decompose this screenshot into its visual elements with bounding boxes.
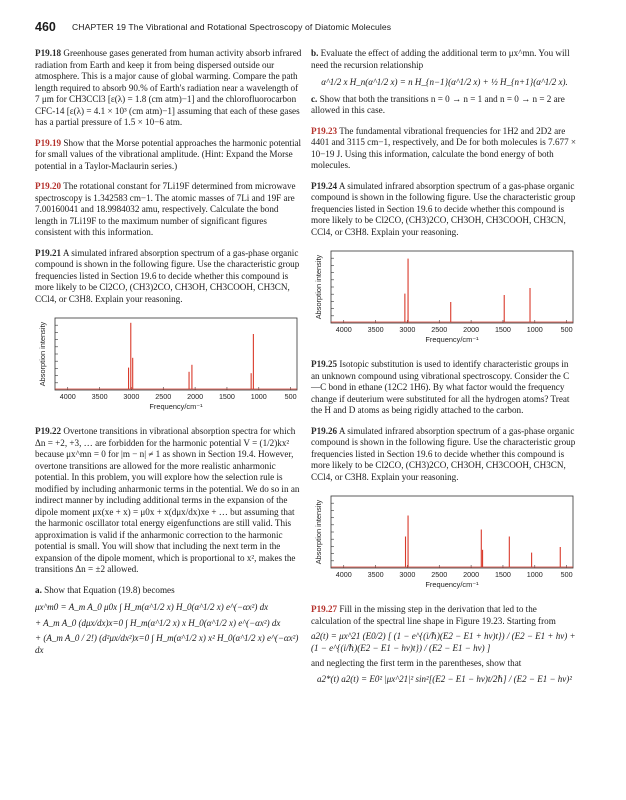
- problem-p19-25: [311, 359, 578, 417]
- page-number: 460: [35, 20, 56, 34]
- part-text: Show that both the transitions n = 0 → n = 1 and n = 0 → n = 2 are allowed in this case.: [311, 93, 565, 115]
- problem-number: P19.23: [311, 125, 338, 136]
- x-tick-label: 500: [284, 392, 297, 401]
- x-tick-label: 2000: [463, 325, 480, 334]
- problem-number: P19.18: [35, 48, 62, 58]
- part-label: c.: [311, 93, 318, 104]
- problem-number: P19.26: [311, 425, 338, 436]
- x-tick-label: 1000: [526, 570, 543, 579]
- x-tick-label: 3000: [399, 570, 416, 579]
- x-tick-label: 3500: [91, 392, 108, 401]
- problem-p19-21: [35, 248, 302, 306]
- problem-text: Show that the Morse potential approaches the harmonic potential for small values of the vibrational amplitude. (Hint: Expand the Morse potential in a Taylor-Maclaurin series.): [35, 137, 302, 171]
- y-axis-label: Absorption intensity: [314, 254, 323, 320]
- paragraph-text: and neglecting the first term in the parentheses, show that: [311, 658, 522, 668]
- problem-number: P19.20: [35, 181, 62, 191]
- problem-text: The rotational constant for 7Li19F determined from microwave spectroscopy is 1.342583 cm−1. The atomic masses of 7Li and 19F are 7.00160041 and 18.9984032 amu, respectively. Calculate the bond length in 7Li19F to the maximum number of significant figures consistent with this information.: [35, 181, 296, 237]
- problem-number: P19.24: [311, 180, 338, 191]
- right-column: [311, 48, 578, 690]
- problem-p19-27: [311, 604, 578, 627]
- problem-text: A simulated infrared absorption spectrum of a gas-phase organic compound is shown in the following figure. Use the characteristic group frequencies listed in Section 19.6 to decide whether this compound is more likely to be Cl2CO, (CH3)2CO, CH3OH, CH3COOH, CH3CN, CCl4, or C3H8. Explain your reasoning.: [35, 247, 300, 304]
- x-tick-label: 3000: [123, 392, 140, 401]
- spectrum-chart: [35, 314, 302, 418]
- problem-number: P19.21: [35, 247, 62, 258]
- problem-p19-22: [35, 426, 302, 576]
- problem-p19-18: [35, 48, 302, 129]
- spectrum-chart: [311, 492, 578, 596]
- part-b: [311, 48, 578, 71]
- chapter-title: CHAPTER 19 The Vibrational and Rotational Spectroscopy of Diatomic Molecules: [72, 22, 392, 32]
- x-tick-label: 4000: [335, 325, 352, 334]
- x-tick-label: 1500: [494, 325, 511, 334]
- problem-number: P19.27: [311, 604, 338, 614]
- spectrum-figure-p21: [35, 314, 302, 418]
- x-tick-label: 4000: [59, 392, 76, 401]
- problem-text: A simulated infrared absorption spectrum of a gas-phase organic compound is shown in the following figure. Use the characteristic group frequencies listed in Section 19.6 to decide whether this compound is more likely to be Cl2CO, (CH3)2CO, CH3OH, CH3COOH, CH3CN, CCl4, or C3H8. Explain your reasoning.: [311, 425, 576, 482]
- problem-text: Overtone transitions in vibrational absorption spectra for which Δn = +2, +3, … are forbidden for the harmonic potential V = (1/2)kx² because μx^mn = 0 for |m − n| ≠ 1 as shown in Section 19.4. However, overtone transitions are allowed for the more realistic anharmonic potential. In this problem, you will explore how the selection rule is modified by including anharmonic terms in the potential. We do so in an indirect manner by including additional terms in the expansion of the dipole moment μx(xe + x) = μ0x + x(dμx/dx)xe + … but assuming that the harmonic oscillator total energy eigenfunctions are still valid. This approximation is valid if the anharmonic correction to the harmonic potential is small. You will show that including the next term in the expansion of the dipole moment, which is proportional to x², makes the transitions Δn = ±2 allowed.: [35, 426, 300, 574]
- part-label: b.: [311, 48, 319, 58]
- x-tick-label: 3000: [399, 325, 416, 334]
- problem-text: Fill in the missing step in the derivation that led to the calculation of the spectral line shape in Figure 19.23. Starting from: [311, 604, 556, 626]
- plot-frame: [331, 496, 573, 568]
- x-tick-label: 2500: [431, 570, 448, 579]
- x-tick-label: 3500: [367, 325, 384, 334]
- part-label: a.: [35, 584, 42, 595]
- problem-number: P19.25: [311, 359, 338, 369]
- part-text: Show that Equation (19.8) becomes: [44, 584, 175, 595]
- spectrum-figure-p26: [311, 492, 578, 596]
- left-column: [35, 48, 302, 660]
- part-a: [35, 585, 302, 597]
- x-tick-label: 500: [560, 570, 573, 579]
- problem-p19-26: [311, 426, 578, 484]
- x-tick-label: 1000: [526, 325, 543, 334]
- y-axis-label: Absorption intensity: [38, 321, 47, 387]
- equation-recursion: α^1/2 x H_n(α^1/2 x) = n H_{n−1}(α^1/2 x) + ½ H_{n+1}(α^1/2 x).: [321, 77, 568, 87]
- x-tick-label: 2500: [155, 392, 172, 401]
- equation-a2-squared: a2*(t) a2(t) = E0² |μx^21|² sin²[(E2 − E1 − hν)t/2ℏ] / (E2 − E1 − hν)²: [317, 673, 572, 684]
- x-axis-label: Frequency/cm⁻¹: [425, 580, 479, 589]
- problem-p19-19: [35, 138, 302, 173]
- part-text: Evaluate the effect of adding the additional term to μx^mn. You will need the recursion relationship: [311, 48, 570, 70]
- equation-line: + A_m A_0 (dμx/dx)x=0 ∫ H_m(α^1/2 x) x H_0(α^1/2 x) e^(−αx²) dx: [35, 617, 281, 628]
- x-tick-label: 500: [560, 325, 573, 334]
- x-tick-label: 4000: [335, 570, 352, 579]
- part-c: [311, 94, 578, 117]
- x-axis-label: Frequency/cm⁻¹: [149, 402, 203, 411]
- page-header: [35, 20, 596, 38]
- problem-p19-23: [311, 126, 578, 172]
- equation-block: [35, 602, 302, 656]
- equation-line: μx^m0 = A_m A_0 μ0x ∫ H_m(α^1/2 x) H_0(α^1/2 x) e^(−αx²) dx: [35, 602, 269, 612]
- x-tick-label: 2500: [431, 325, 448, 334]
- x-tick-label: 1000: [250, 392, 267, 401]
- problem-number: P19.19: [35, 137, 62, 148]
- x-tick-label: 1500: [218, 392, 235, 401]
- problem-text: The fundamental vibrational frequencies for 1H2 and 2D2 are 4401 and 3115 cm−1, respectively, and De for both molecules is 7.677 × 10−19 J. Using this information, calculate the bond energy of both molecules.: [311, 125, 577, 170]
- problem-p19-20: [35, 181, 302, 239]
- x-tick-label: 2000: [463, 570, 480, 579]
- x-tick-label: 3500: [367, 570, 384, 579]
- plot-frame: [55, 318, 297, 390]
- plot-frame: [331, 251, 573, 323]
- problem-text: Isotopic substitution is used to identify characteristic groups in an unknown compound using vibrational spectroscopy. Consider the C—C bond in ethane (12C2 1H6). By what factor would the frequency change if deuterium were substituted for all the hydrogen atoms? Treat the H and D atoms as being rigidly attached to the carbon.: [311, 359, 570, 415]
- equation-line: + (A_m A_0 / 2!) (d²μx/dx²)x=0 ∫ H_m(α^1/2 x) x² H_0(α^1/2 x) e^(−αx²) dx: [35, 633, 299, 655]
- problem-text: A simulated infrared absorption spectrum of a gas-phase organic compound is shown in the following figure. Use the characteristic group frequencies listed in Section 19.6 to decide whether this compound is more likely to be Cl2CO, (CH3)2CO, CH3OH, CH3COOH, CH3CN, CCl4, or C3H8. Explain your reasoning.: [311, 180, 576, 237]
- x-axis-label: Frequency/cm⁻¹: [425, 335, 479, 344]
- spectrum-chart: [311, 247, 578, 351]
- x-tick-label: 2000: [187, 392, 204, 401]
- x-tick-label: 1500: [494, 570, 511, 579]
- problem-p19-24: [311, 181, 578, 239]
- spectrum-figure-p24: [311, 247, 578, 351]
- equation-a2: a2(t) = μx^21 (E0/2) [ (1 − e^{(i/ℏ)(E2 − E1 + hν)t}) / (E2 − E1 + hν) + (1 − e^{(i/ℏ)(E2 − E1 − hν)t}) / (E2 − E1 − hν) ]: [311, 631, 576, 653]
- y-axis-label: Absorption intensity: [314, 499, 323, 565]
- problem-number: P19.22: [35, 426, 62, 436]
- problem-text: Greenhouse gases generated from human activity absorb infrared radiation from Earth and keep it from being dispersed outside our atmosphere. This is a major cause of global warming. Compare the path length required to absorb 90.% of Earth's radiation near a wavelength of 7 μm for CH3CCl3 [ε(λ) = 1.8 (cm atm)−1] and the chlorofluorocarbon CFC-14 [ε(λ) = 4.1 × 10³ (cm atm)−1] assuming that each of these gases has a partial pressure of 1.5 × 10−6 atm.: [35, 48, 302, 127]
